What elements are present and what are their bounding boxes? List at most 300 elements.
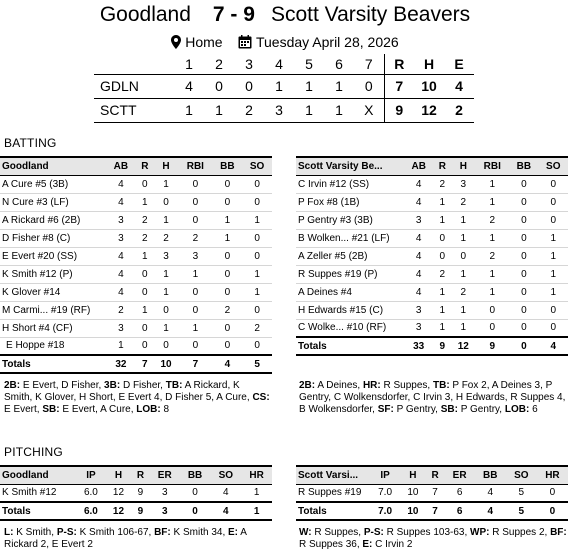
total-value: 6.0 — [76, 502, 106, 520]
note-label: LOB: — [136, 404, 161, 415]
player-name: A Zeller #5 (2B) — [296, 247, 404, 265]
note-label: P-S: — [363, 527, 384, 538]
stat-value: 0 — [537, 484, 568, 502]
stat-value: 4 — [475, 484, 506, 502]
player-name: P Fox #8 (1B) — [296, 193, 404, 211]
stat-value: 7.0 — [370, 484, 400, 502]
stats-header-row — [0, 466, 272, 484]
totals-label: Totals — [296, 337, 404, 355]
stats-header-row — [0, 157, 272, 175]
note-text: E Evert, — [4, 404, 43, 415]
team-abbr: SCTT — [94, 98, 174, 122]
inning-header: 3 — [245, 55, 253, 72]
home-team-name: Scott Varsity Beavers — [270, 3, 471, 26]
player-name: E Hoppe #18 — [0, 337, 106, 355]
player-row — [0, 229, 272, 247]
stat-value: 1 — [178, 319, 212, 337]
player-row — [0, 319, 272, 337]
linescore-row-away — [94, 74, 474, 98]
stat-value: 0 — [242, 247, 272, 265]
stat-value: 0 — [509, 319, 538, 337]
team-column-header: Scott Varsi... — [296, 466, 370, 484]
stat-column-header: IP — [76, 466, 106, 484]
total-value: 6 — [445, 502, 475, 520]
pitching-section-label: PITCHING — [4, 445, 63, 459]
stat-value: 1 — [451, 265, 475, 283]
stat-value: 4 — [404, 265, 433, 283]
stat-value: 1 — [539, 247, 568, 265]
player-row — [296, 484, 568, 502]
note-text: R Suppes 103-63, — [383, 527, 471, 538]
stat-value: 0 — [509, 301, 538, 319]
player-row — [0, 247, 272, 265]
stat-column-header: R — [433, 157, 451, 175]
note-label: W: — [299, 527, 312, 538]
stat-value: 0 — [136, 283, 154, 301]
inning-runs: 1 — [324, 74, 354, 98]
inning-runs: 0 — [204, 74, 234, 98]
stat-value: 1 — [242, 265, 272, 283]
total-value: 0 — [509, 337, 538, 355]
stat-column-header: H — [400, 466, 425, 484]
inning-header: 1 — [185, 55, 193, 72]
note-text: E Evert, A Cure, — [59, 404, 137, 415]
player-name: M Carmi... #19 (RF) — [0, 301, 106, 319]
note-text: K Smith 106-67, — [76, 527, 155, 538]
calendar-icon — [238, 35, 252, 53]
stat-value: 3 — [404, 211, 433, 229]
stat-value: 1 — [136, 247, 154, 265]
total-value: 7.0 — [370, 502, 400, 520]
stat-column-header: BB — [180, 466, 211, 484]
hits-header: H — [423, 55, 435, 72]
batting-table-home — [296, 156, 568, 356]
total-value: 0 — [180, 502, 211, 520]
stat-value: 2 — [242, 319, 272, 337]
stat-value: 4 — [404, 247, 433, 265]
stat-value: 0 — [212, 247, 242, 265]
stat-value: 1 — [451, 319, 475, 337]
batting-notes-away — [4, 380, 270, 416]
player-name: E Evert #20 (SS) — [0, 247, 106, 265]
stat-value: 1 — [178, 265, 212, 283]
stat-value: 0 — [539, 175, 568, 193]
note-label: 2B: — [4, 380, 21, 391]
batting-table-away — [0, 156, 272, 374]
stat-value: 1 — [539, 283, 568, 301]
note-text: P Fox 2, A Deines 3, P Gentry, C Wolkensdorfer, C Irvin 3, H Edwards, R Suppes 4, B Wolkensdorfer, — [299, 380, 566, 415]
inning-runs: 1 — [204, 98, 234, 122]
player-row — [296, 265, 568, 283]
stat-value: 4 — [106, 193, 136, 211]
stat-value: 6.0 — [76, 484, 106, 502]
stat-column-header: ER — [445, 466, 475, 484]
stat-value: 2 — [475, 247, 509, 265]
stat-value: 1 — [433, 301, 451, 319]
stat-value: 2 — [136, 229, 154, 247]
player-name: R Suppes #19 (P) — [296, 265, 404, 283]
stat-value: 0 — [212, 265, 242, 283]
total-value: 33 — [404, 337, 433, 355]
total-errors: 4 — [444, 74, 474, 98]
total-value: 4 — [539, 337, 568, 355]
stat-value: 3 — [106, 229, 136, 247]
stat-value: 0 — [475, 319, 509, 337]
stat-value: 0 — [154, 193, 178, 211]
team-abbr: GDLN — [94, 74, 174, 98]
stat-value: 2 — [154, 229, 178, 247]
inning-runs: 2 — [234, 98, 264, 122]
player-row — [0, 337, 272, 355]
stat-value: 2 — [475, 211, 509, 229]
stat-value: 4 — [404, 283, 433, 301]
note-text: K Smith 34, — [170, 527, 228, 538]
note-text: R Suppes, — [311, 527, 364, 538]
total-value: 9 — [433, 337, 451, 355]
total-hits: 12 — [414, 98, 444, 122]
stat-column-header: AB — [404, 157, 433, 175]
totals-row — [0, 355, 272, 373]
stat-value: 3 — [178, 247, 212, 265]
player-row — [296, 229, 568, 247]
stat-value: 1 — [475, 229, 509, 247]
stat-value: 0 — [539, 211, 568, 229]
stat-value: 0 — [212, 283, 242, 301]
stat-value: 1 — [242, 283, 272, 301]
total-value: 10 — [154, 355, 178, 373]
stat-value: 1 — [475, 265, 509, 283]
stat-value: 6 — [445, 484, 475, 502]
final-score: 7 - 9 — [212, 3, 255, 26]
note-label: LOB: — [504, 404, 530, 415]
stat-value: 0 — [178, 337, 212, 355]
stat-value: 2 — [433, 265, 451, 283]
note-label: CS: — [252, 392, 270, 403]
stat-column-header: SO — [506, 466, 537, 484]
stat-column-header: RBI — [475, 157, 509, 175]
totals-label: Totals — [0, 355, 106, 373]
stat-value: 4 — [404, 193, 433, 211]
inning-header: 6 — [335, 55, 343, 72]
game-location: Home — [185, 34, 223, 50]
player-name: C Wolke... #10 (RF) — [296, 319, 404, 337]
stat-column-header: IP — [370, 466, 400, 484]
stat-value: 1 — [475, 283, 509, 301]
note-label: TB: — [432, 380, 450, 391]
note-label: E: — [228, 527, 238, 538]
total-value: 4 — [212, 355, 242, 373]
stat-column-header: H — [154, 157, 178, 175]
total-value: 0 — [537, 502, 568, 520]
totals-row — [0, 502, 272, 520]
note-text: 8 — [160, 404, 170, 415]
stat-value: 1 — [106, 337, 136, 355]
stat-column-header: H — [451, 157, 475, 175]
note-text: A Rickard, K Smith, K Glover, H Short, E Evert 4, D Fisher 5, A Cure, — [4, 380, 253, 403]
note-text: K Smith, — [13, 527, 57, 538]
stat-value: 0 — [433, 229, 451, 247]
stat-value: 0 — [509, 265, 538, 283]
stat-value: 2 — [106, 301, 136, 319]
stat-value: 1 — [154, 319, 178, 337]
note-text: A Deines, — [315, 380, 363, 391]
stat-value: 1 — [433, 193, 451, 211]
stat-column-header: R — [426, 466, 445, 484]
pitching-table-home — [296, 465, 568, 521]
stat-value: 0 — [136, 337, 154, 355]
linescore-row-home — [94, 98, 474, 122]
stat-value: 2 — [136, 211, 154, 229]
stat-value: 10 — [400, 484, 425, 502]
player-name: A Rickard #6 (2B) — [0, 211, 106, 229]
stat-value: 0 — [539, 301, 568, 319]
stat-value: 0 — [451, 247, 475, 265]
stat-value: 1 — [433, 319, 451, 337]
stat-value: 3 — [106, 319, 136, 337]
note-label: P-S: — [56, 527, 77, 538]
stat-value: 0 — [539, 319, 568, 337]
pitching-notes-home — [299, 527, 567, 551]
stat-value: 0 — [136, 319, 154, 337]
player-name: H Short #4 (CF) — [0, 319, 106, 337]
stat-column-header: BB — [509, 157, 538, 175]
note-label: TB: — [165, 380, 183, 391]
stat-value: 0 — [475, 301, 509, 319]
errors-header: E — [454, 55, 464, 72]
game-header — [0, 2, 570, 28]
stat-value: 0 — [509, 247, 538, 265]
stat-column-header: ER — [150, 466, 180, 484]
stat-value: 1 — [241, 484, 272, 502]
stat-value: 1 — [154, 175, 178, 193]
stat-value: 1 — [212, 211, 242, 229]
stat-column-header: SO — [210, 466, 241, 484]
stat-value: 0 — [242, 229, 272, 247]
note-label: WP: — [470, 527, 490, 538]
player-name: K Smith #12 — [0, 484, 76, 502]
total-errors: 2 — [444, 98, 474, 122]
stat-value: 5 — [506, 484, 537, 502]
stat-value: 1 — [433, 211, 451, 229]
note-label: SB: — [440, 404, 458, 415]
stat-value: 4 — [106, 283, 136, 301]
player-row — [296, 301, 568, 319]
player-name: N Cure #3 (LF) — [0, 193, 106, 211]
player-row — [0, 211, 272, 229]
player-row — [296, 193, 568, 211]
stat-column-header: HR — [537, 466, 568, 484]
player-row — [0, 265, 272, 283]
stat-column-header: HR — [241, 466, 272, 484]
total-value: 12 — [451, 337, 475, 355]
total-value: 10 — [400, 502, 425, 520]
stat-value: 1 — [451, 211, 475, 229]
stat-value: 1 — [154, 283, 178, 301]
stat-value: 0 — [178, 175, 212, 193]
stat-value: 1 — [154, 211, 178, 229]
player-name: B Wolken... #21 (LF) — [296, 229, 404, 247]
stat-value: 1 — [212, 229, 242, 247]
stat-value: 0 — [136, 175, 154, 193]
stat-value: 2 — [451, 193, 475, 211]
player-row — [296, 319, 568, 337]
stat-value: 12 — [106, 484, 131, 502]
stat-value: 0 — [154, 337, 178, 355]
stat-value: 0 — [178, 301, 212, 319]
total-value: 9 — [131, 502, 150, 520]
totals-row — [296, 502, 568, 520]
note-label: 3B: — [104, 380, 121, 391]
stat-column-header: R — [136, 157, 154, 175]
stat-value: 1 — [136, 193, 154, 211]
note-text: R Suppes 36, — [299, 539, 363, 550]
batting-section-label: BATTING — [4, 136, 57, 150]
stat-column-header: H — [106, 466, 131, 484]
linescore-header-row — [94, 54, 474, 74]
totals-row — [296, 337, 568, 355]
note-label: BF: — [154, 527, 171, 538]
stat-value: 2 — [212, 301, 242, 319]
player-row — [296, 247, 568, 265]
stat-value: 0 — [509, 283, 538, 301]
total-value: 12 — [106, 502, 131, 520]
stat-value: 7 — [426, 484, 445, 502]
stat-value: 9 — [131, 484, 150, 502]
stat-value: 4 — [106, 265, 136, 283]
inning-runs: 3 — [264, 98, 294, 122]
total-hits: 10 — [414, 74, 444, 98]
stat-value: 0 — [154, 301, 178, 319]
team-column-header: Goodland — [0, 466, 76, 484]
away-team-name: Goodland — [99, 3, 191, 26]
stat-value: 2 — [451, 283, 475, 301]
stat-value: 1 — [539, 229, 568, 247]
stat-value: 0 — [212, 337, 242, 355]
stat-value: 3 — [154, 247, 178, 265]
note-label: E: — [362, 539, 373, 550]
stat-column-header: SO — [242, 157, 272, 175]
note-text: P Gentry, — [457, 404, 505, 415]
stat-column-header: R — [131, 466, 150, 484]
note-label: SF: — [377, 404, 394, 415]
player-row — [0, 175, 272, 193]
totals-label: Totals — [296, 502, 370, 520]
team-column-header: Scott Varsity Be... — [296, 157, 404, 175]
stat-value: 0 — [433, 247, 451, 265]
inning-runs: 1 — [264, 74, 294, 98]
inning-runs: 0 — [354, 74, 384, 98]
stat-value: 0 — [178, 193, 212, 211]
stat-value: 1 — [451, 301, 475, 319]
stat-value: 0 — [180, 484, 211, 502]
total-value: 4 — [210, 502, 241, 520]
note-text: D Fisher, — [120, 380, 166, 391]
team-column-header: Goodland — [0, 157, 106, 175]
stat-value: 1 — [242, 211, 272, 229]
player-name: K Glover #14 — [0, 283, 106, 301]
note-label: 2B: — [299, 380, 316, 391]
note-text: R Suppes, — [380, 380, 433, 391]
stat-value: 0 — [509, 229, 538, 247]
stat-column-header: RBI — [178, 157, 212, 175]
game-info — [0, 33, 570, 53]
stat-value: 0 — [212, 319, 242, 337]
stat-column-header: SO — [539, 157, 568, 175]
player-row — [0, 484, 272, 502]
stat-value: 0 — [212, 193, 242, 211]
inning-header: 5 — [305, 55, 313, 72]
totals-label: Totals — [0, 502, 76, 520]
total-value: 32 — [106, 355, 136, 373]
total-value: 5 — [242, 355, 272, 373]
stat-value: 4 — [106, 175, 136, 193]
stat-value: 3 — [451, 175, 475, 193]
player-name: K Smith #12 (P) — [0, 265, 106, 283]
stat-value: 4 — [404, 175, 433, 193]
total-value: 4 — [475, 502, 506, 520]
player-row — [0, 193, 272, 211]
player-name: A Cure #5 (3B) — [0, 175, 106, 193]
player-name: C Irvin #12 (SS) — [296, 175, 404, 193]
stat-value: 1 — [136, 301, 154, 319]
stat-value: 0 — [136, 265, 154, 283]
stat-value: 3 — [150, 484, 180, 502]
inning-runs: 0 — [234, 74, 264, 98]
total-value: 7 — [136, 355, 154, 373]
stat-value: 1 — [154, 265, 178, 283]
player-name: D Fisher #8 (C) — [0, 229, 106, 247]
linescore-table — [94, 54, 474, 123]
stat-value: 0 — [212, 175, 242, 193]
total-value: 7 — [178, 355, 212, 373]
note-text: C Irvin 2 — [372, 539, 413, 550]
player-name: R Suppes #19 — [296, 484, 370, 502]
player-row — [296, 283, 568, 301]
stat-value: 1 — [451, 229, 475, 247]
inning-runs: 1 — [294, 74, 324, 98]
stat-value: 0 — [509, 193, 538, 211]
total-value: 5 — [506, 502, 537, 520]
stat-value: 2 — [433, 175, 451, 193]
stat-value: 0 — [178, 283, 212, 301]
stat-value: 3 — [404, 301, 433, 319]
stat-value: 4 — [106, 247, 136, 265]
inning-runs: 1 — [174, 98, 204, 122]
stats-header-row — [296, 157, 568, 175]
game-date: Tuesday April 28, 2026 — [255, 34, 399, 50]
note-text: R Suppes 2, — [489, 527, 551, 538]
note-label: BF: — [550, 527, 567, 538]
stat-column-header: BB — [212, 157, 242, 175]
inning-header: 7 — [364, 55, 373, 72]
note-label: SB: — [42, 404, 60, 415]
stat-value: 1 — [475, 193, 509, 211]
total-runs: 9 — [384, 98, 414, 122]
stat-value: 0 — [509, 175, 538, 193]
total-value: 1 — [241, 502, 272, 520]
player-row — [296, 211, 568, 229]
stat-column-header: BB — [475, 466, 506, 484]
inning-runs: X — [354, 98, 384, 122]
stat-column-header: AB — [106, 157, 136, 175]
stat-value: 4 — [404, 229, 433, 247]
stat-value: 0 — [509, 211, 538, 229]
total-value: 9 — [475, 337, 509, 355]
player-name: P Gentry #3 (3B) — [296, 211, 404, 229]
inning-header: 2 — [215, 55, 223, 72]
player-name: A Deines #4 — [296, 283, 404, 301]
note-text: A Rickard 2, E Evert 2 — [4, 527, 247, 550]
